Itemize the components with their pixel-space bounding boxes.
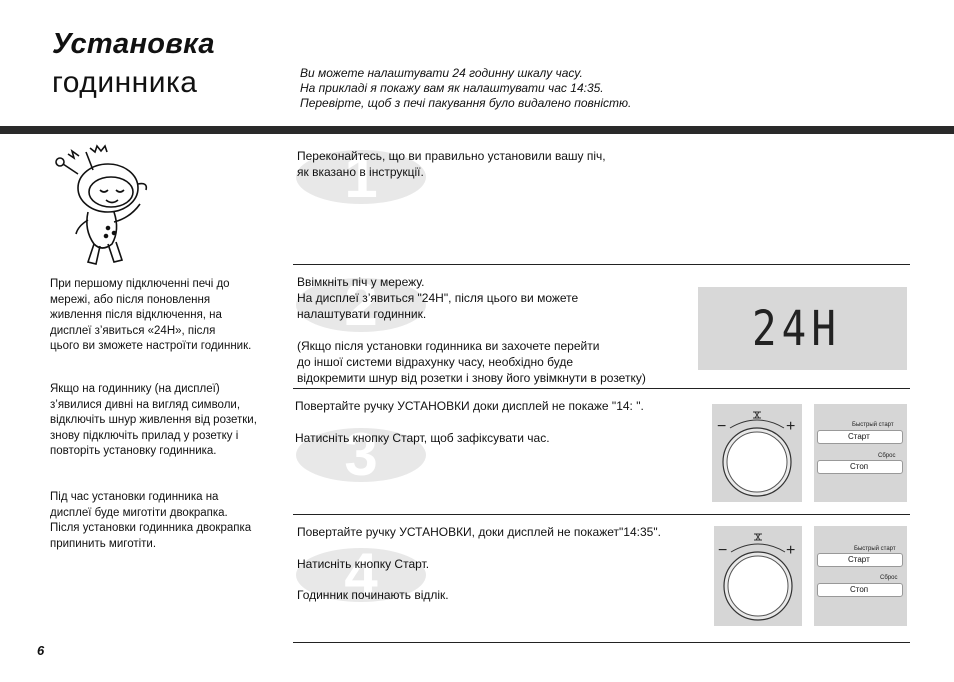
step-divider <box>293 514 910 515</box>
minus-icon: − <box>717 418 727 435</box>
step-3-line-2: Натисніть кнопку Старт, щоб зафіксувати час. <box>295 431 550 445</box>
mascot-illustration <box>48 140 158 270</box>
step-number-4: 4 <box>296 548 426 602</box>
header-divider <box>0 126 954 134</box>
knob-panel <box>714 526 802 626</box>
minus-icon: − <box>718 542 728 559</box>
display-readout: 24H <box>752 301 841 357</box>
control-buttons-panel: Быстрый старт Старт Сброс Стоп <box>814 526 907 626</box>
intro-line: Перевірте, щоб з печі пакування було видалено повністю. <box>300 96 632 110</box>
step-number-2: 2 <box>296 278 426 332</box>
page-number: 6 <box>37 643 45 658</box>
stop-button[interactable]: Стоп <box>817 583 903 597</box>
left-paragraph-3: Під час установки годинника на дисплеї буде миготіти двокрапка. Після установки годинника двокрапка припинить миготіти. <box>50 491 252 550</box>
knob-dial <box>714 526 802 626</box>
left-paragraph-1: При першому підключенні печі до мережі, або після поновлення живлення після відключення, на дисплеї з’явиться «24H», після цього ви зможете настроїти годинник. <box>50 278 252 352</box>
step-divider <box>293 264 910 265</box>
plus-icon: + <box>786 418 796 435</box>
step-4-line-2: Натисніть кнопку Старт. <box>297 557 430 571</box>
plus-icon: + <box>786 542 796 559</box>
step-divider <box>293 642 910 643</box>
step-4-line-3: Годинник починають відлік. <box>297 588 449 602</box>
step-1-text: Переконайтесь, що ви правильно установили вашу піч, як вказано в інструкції. <box>297 149 606 179</box>
intro-line: Ви можете налаштувати 24 годинну шкалу часу. <box>300 66 583 80</box>
step-2-text: Ввімкніть піч у мережу. На дисплеї з’явиться "24H", після цього ви можете налаштувати годинник. (Якщо після установки годинника ви захочете перейти до іншої системи відрахунку часу, необхідно буде відокремити шнур від розетки і знову його увімкнути в розетку) <box>297 275 646 385</box>
control-buttons-panel: Быстрый старт Старт Сброс Стоп <box>814 404 907 502</box>
step-divider <box>293 388 910 389</box>
stop-button[interactable]: Стоп <box>817 460 903 474</box>
page-subtitle: годинника <box>52 66 198 99</box>
start-button[interactable]: Старт <box>817 553 903 567</box>
left-paragraph-2: Якщо на годиннику (на дисплеї) з’явилися дивні на вигляд символи, відключіть шнур живлення від розетки, знову підключіть прилад у розетку і повторіть установку годинника. <box>50 383 257 457</box>
knob-panel <box>712 404 802 502</box>
start-button[interactable]: Старт <box>817 430 903 444</box>
intro-line: На прикладі я покажу вам як налаштувати час 14:35. <box>300 81 604 95</box>
step-number-1: 1 <box>296 150 426 204</box>
display-panel <box>698 287 907 370</box>
step-4-line-1: Повертайте ручку УСТАНОВКИ, доки дисплей не покажет"14:35". <box>297 525 661 539</box>
step-number-3: 3 <box>296 428 426 482</box>
step-3-line-1: Повертайте ручку УСТАНОВКИ доки дисплей не покаже "14: ". <box>295 399 644 413</box>
page-title: Установка <box>52 28 215 60</box>
